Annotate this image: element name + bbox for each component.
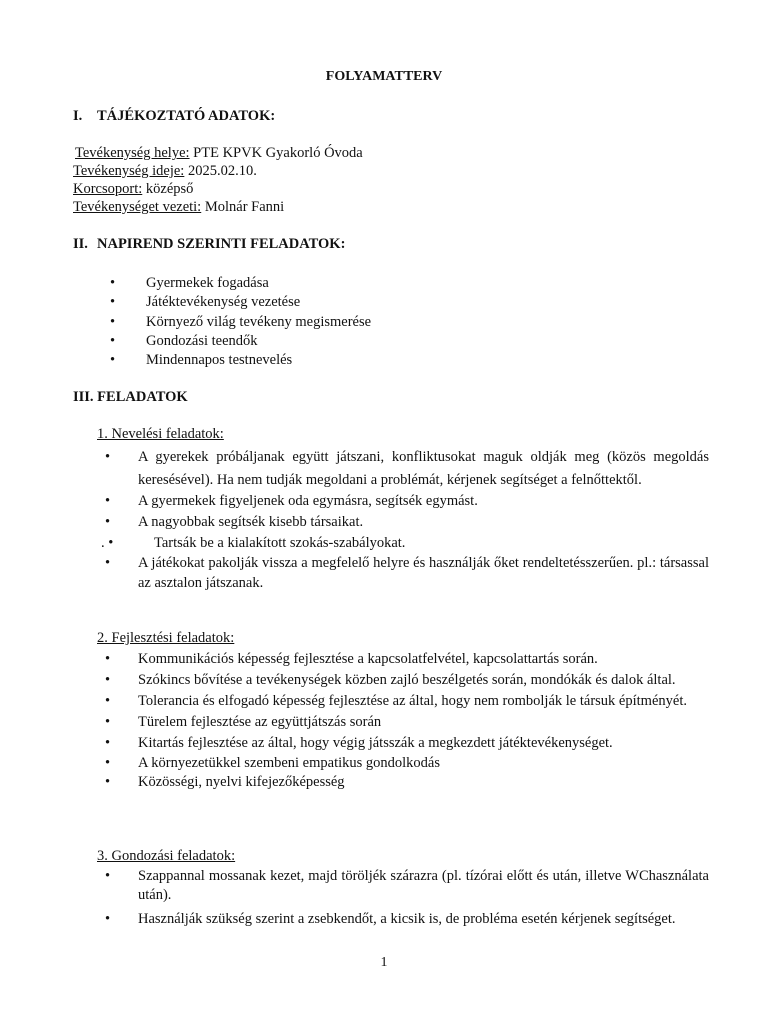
page-number: 1 bbox=[380, 955, 388, 970]
list-item bbox=[105, 512, 709, 532]
list-item bbox=[105, 553, 709, 593]
list-item-text: A gyermekek figyeljenek oda egymásra, segítsék egymást. bbox=[138, 493, 478, 509]
list-item bbox=[105, 734, 709, 753]
bullet: • bbox=[105, 514, 111, 530]
list-item-text: Tolerancia és elfogadó képesség fejlesztése az által, hogy nem rombolják le társuk építményét. bbox=[138, 692, 687, 709]
list-item-text: Szókincs bővítése a tevékenységek közben zajló beszélgetés során, mondókák és dalok által. bbox=[138, 671, 676, 688]
list-item-text: Türelem fejlesztése az együttjátszás során bbox=[138, 713, 382, 730]
list-item bbox=[105, 671, 709, 690]
list-item-text: Kitartás fejlesztése az által, hogy végig játsszák a megkezdett játéktevékenységet. bbox=[138, 734, 613, 751]
list-item bbox=[105, 713, 709, 732]
list-item: • Gondozási teendők bbox=[110, 332, 371, 351]
list-item: • Gyermekek fogadása bbox=[110, 274, 371, 293]
info-row-group bbox=[73, 180, 363, 198]
list-item bbox=[105, 692, 709, 711]
bullet: • bbox=[105, 868, 111, 884]
list-item: • Játéktevékenység vezetése bbox=[110, 293, 371, 312]
list-item-text: A játékokat pakolják vissza a megfelelő helyre és használják őket rendeltetésszerűen. pl.: társassal az asztalon játszanak. bbox=[138, 555, 709, 591]
section-heading-schedule bbox=[73, 236, 345, 253]
list-item-text: Kommunikációs képesség fejlesztése a kapcsolatfelvétel, kapcsolattartás során. bbox=[138, 651, 598, 667]
section-heading-tasks: III. FELADATOK bbox=[73, 389, 188, 405]
nevelesi-list bbox=[101, 446, 709, 593]
list-item bbox=[105, 491, 709, 511]
list-item: • Mindennapos testnevelés bbox=[110, 351, 371, 370]
bullet: • bbox=[105, 734, 111, 751]
list-item bbox=[105, 867, 709, 905]
section-title: NAPIREND SZERINTI FELADATOK: bbox=[97, 236, 346, 252]
info-value: PTE KPVK Gyakorló Óvoda bbox=[189, 145, 363, 161]
bullet: • bbox=[105, 773, 111, 790]
subsection-title-nevelesi: 1. Nevelési feladatok: bbox=[97, 426, 224, 442]
info-row-place bbox=[73, 144, 363, 162]
info-label: Tevékenység ideje: bbox=[73, 163, 185, 179]
list-item bbox=[101, 533, 709, 553]
bullet: • bbox=[105, 911, 111, 927]
section-number: I. bbox=[73, 108, 83, 124]
info-label: Tevékenység helye: bbox=[75, 145, 190, 161]
bullet: • bbox=[105, 555, 111, 571]
list-item: • Környező világ tevékeny megismerése bbox=[110, 313, 371, 332]
info-value: középső bbox=[142, 181, 194, 197]
subsection-title-fejlesztesi: 2. Fejlesztési feladatok: bbox=[97, 630, 235, 646]
info-value: 2025.02.10. bbox=[184, 163, 257, 179]
bullet: • bbox=[105, 493, 111, 509]
info-row-leader bbox=[73, 198, 363, 216]
bullet: • bbox=[105, 671, 111, 688]
info-block bbox=[73, 144, 363, 216]
bullet: • bbox=[105, 449, 111, 465]
section-heading-info bbox=[73, 108, 275, 125]
list-item bbox=[105, 754, 709, 773]
document-title: FOLYAMATTERV bbox=[325, 69, 443, 84]
list-item bbox=[105, 773, 709, 792]
list-item-text: A gyerekek próbáljanak együtt játszani, konfliktusokat maguk oldják meg (közös megoldás keresésével). Ha nem tudják megoldani a problémát, kérjenek segítséget a felnőttektől. bbox=[138, 449, 709, 488]
list-item-text: Közösségi, nyelvi kifejezőképesség bbox=[138, 773, 345, 790]
info-value: Molnár Fanni bbox=[201, 199, 285, 215]
bullet: • bbox=[105, 754, 111, 771]
bullet: • bbox=[105, 651, 111, 667]
gondozasi-list bbox=[105, 867, 709, 929]
subsection-title-gondozasi: 3. Gondozási feladatok: bbox=[97, 848, 236, 864]
list-item bbox=[105, 910, 709, 929]
list-item bbox=[105, 446, 709, 492]
list-item-text: Használják szükség szerint a zsebkendőt, a kicsik is, de probléma esetén kérjenek segítséget. bbox=[138, 911, 676, 927]
list-item-text: Szappannal mossanak kezet, majd töröljék szárazra (pl. tízórai előtt és után, illetve WChasználata után). bbox=[138, 868, 709, 903]
section-number: II. bbox=[73, 236, 88, 252]
fejlesztesi-list bbox=[105, 650, 709, 792]
list-item bbox=[105, 650, 709, 670]
list-item-text: A környezetükkel szembeni empatikus gondolkodás bbox=[138, 754, 441, 771]
list-item-text: Tartsák be a kialakított szokás-szabályokat. bbox=[154, 535, 406, 551]
list-item-text: A nagyobbak segítsék kisebb társaikat. bbox=[138, 514, 364, 530]
bullet: . • bbox=[101, 535, 114, 551]
bullet: • bbox=[105, 713, 111, 730]
section-title: TÁJÉKOZTATÓ ADATOK: bbox=[97, 108, 276, 124]
info-row-date bbox=[73, 162, 363, 180]
info-label: Korcsoport: bbox=[73, 181, 143, 197]
bullet: • bbox=[105, 692, 111, 709]
info-label: Tevékenységet vezeti: bbox=[73, 199, 202, 215]
schedule-list bbox=[110, 274, 371, 370]
